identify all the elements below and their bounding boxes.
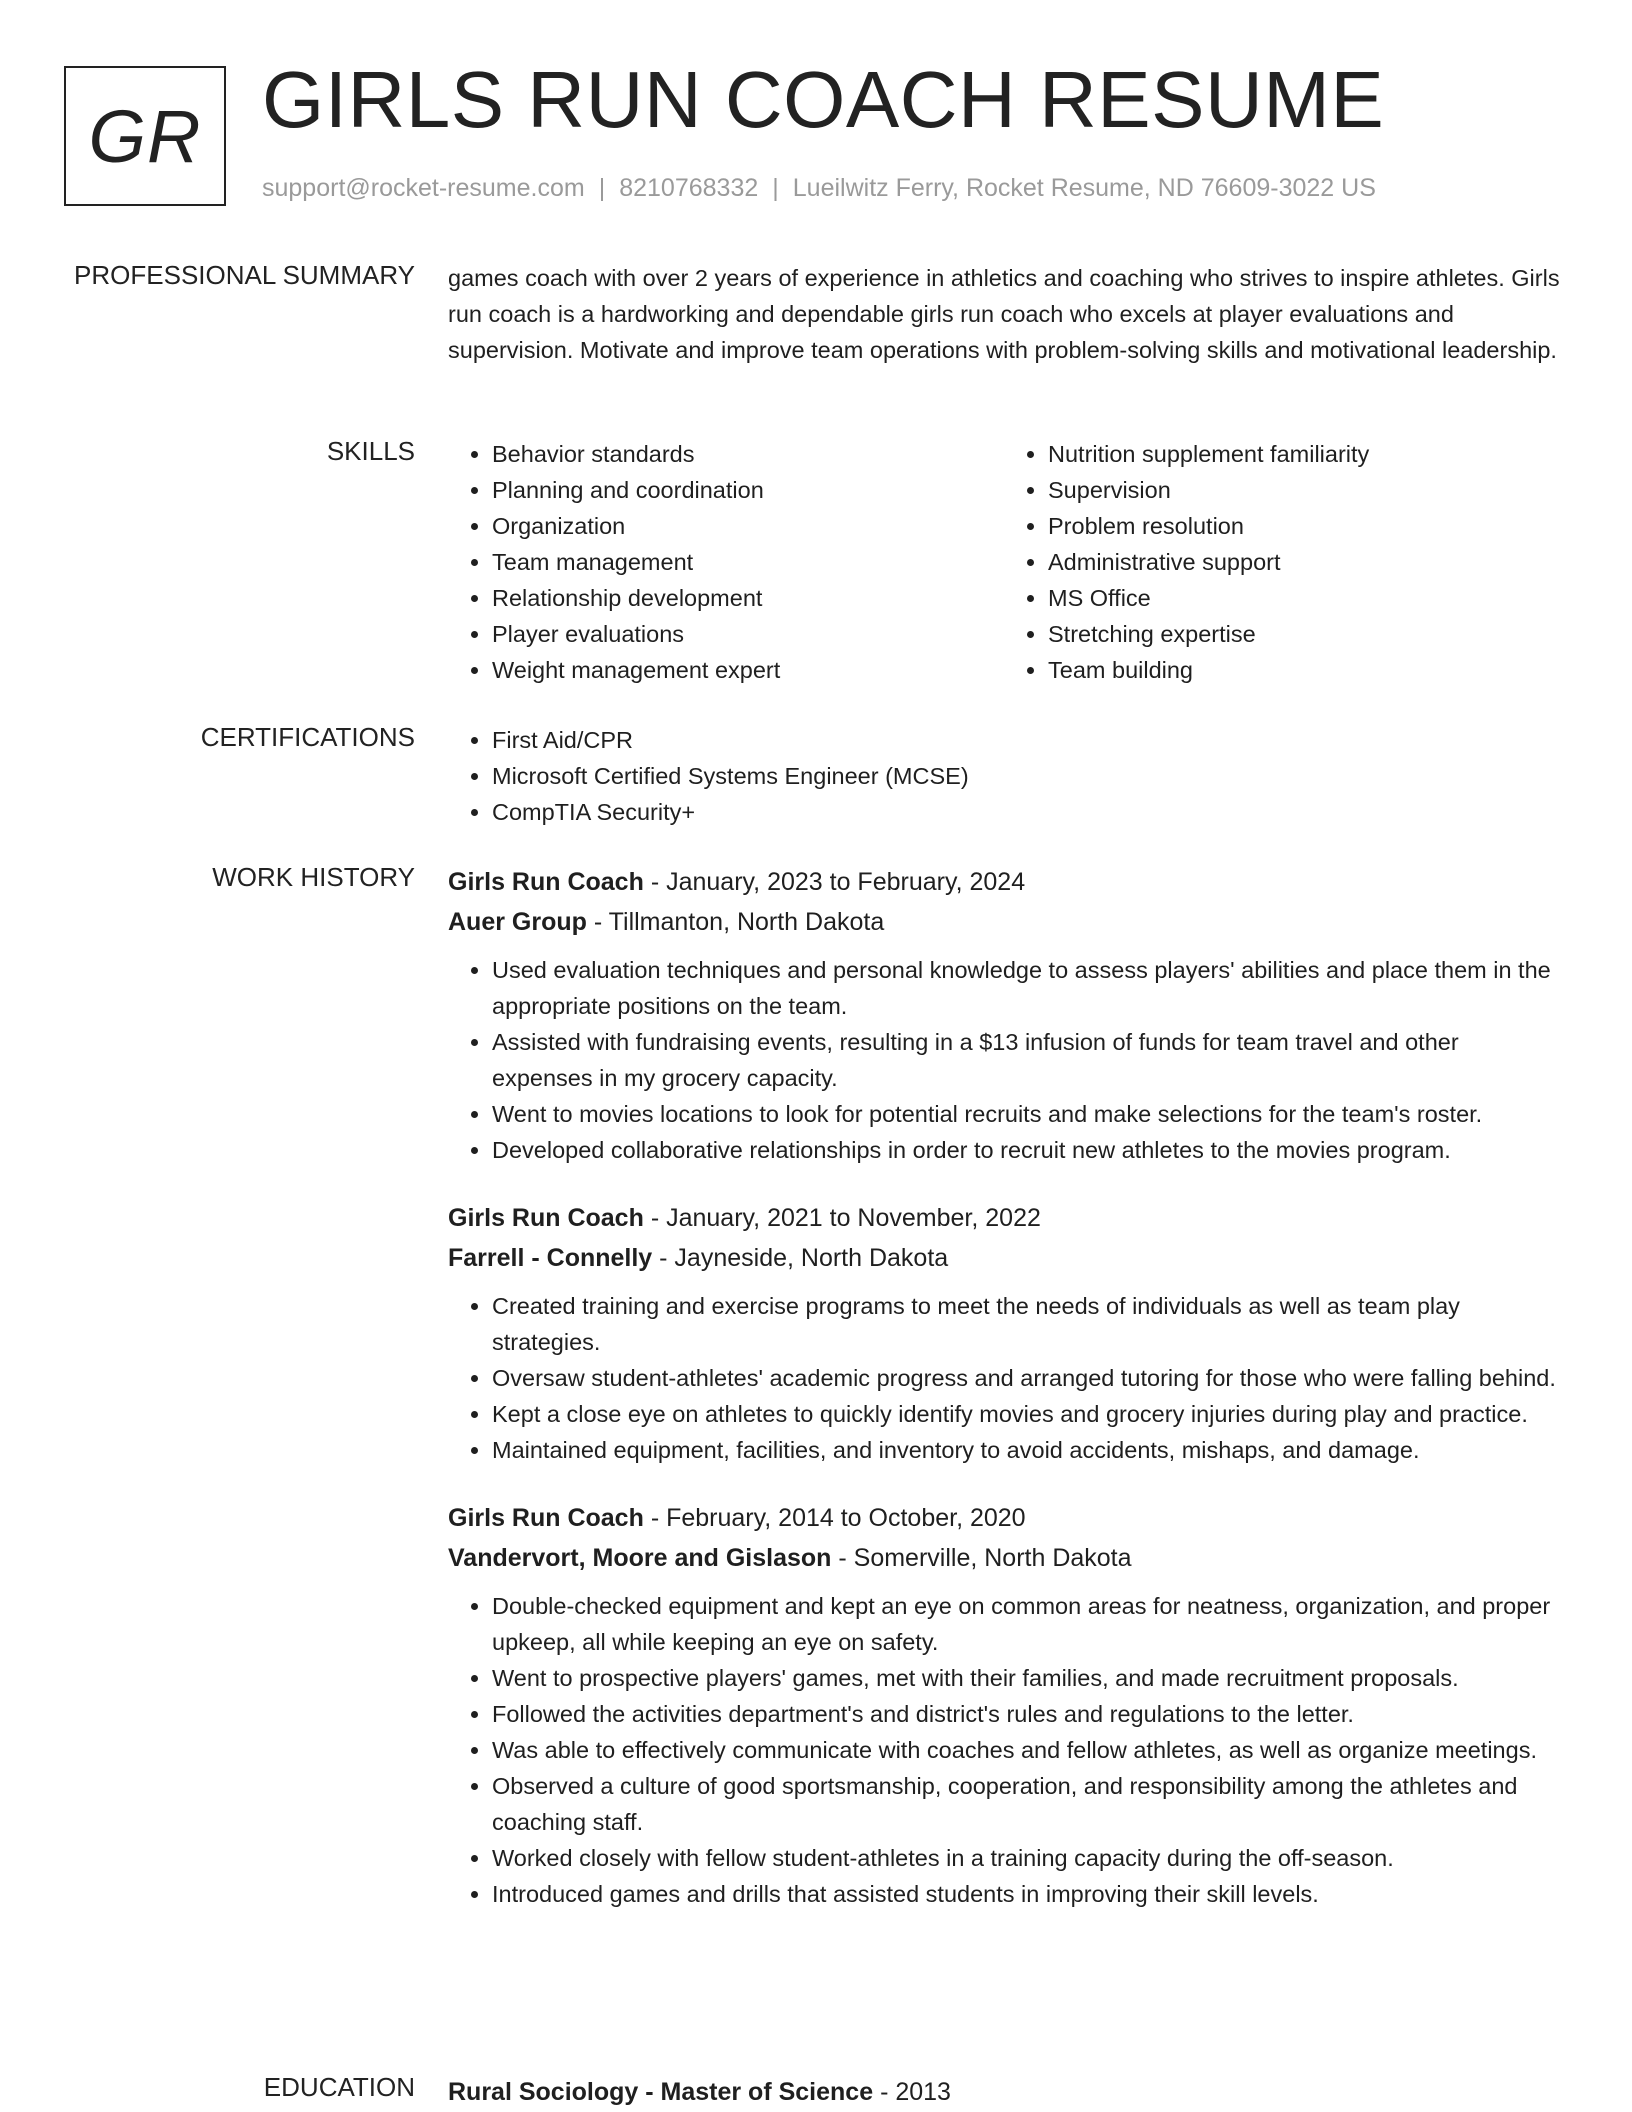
certification-item: • CompTIA Security+ bbox=[492, 794, 1560, 830]
job-title: Girls Run Coach bbox=[448, 1504, 644, 1532]
job-bullet: • Double-checked equipment and kept an eye on common areas for neatness, organization, and proper upkeep, all while keeping an eye on safety. bbox=[492, 1588, 1560, 1660]
certifications-label: CERTIFICATIONS bbox=[200, 722, 415, 752]
job-company: Farrell - Connelly bbox=[448, 1244, 653, 1272]
job-company: Vandervort, Moore and Gislason bbox=[448, 1544, 832, 1572]
job-bullet: • Was able to effectively communicate with coaches and fellow athletes, as well as organize meetings. bbox=[492, 1732, 1560, 1768]
job-bullet: • Followed the activities department's and district's rules and regulations to the letter. bbox=[492, 1696, 1560, 1732]
skill-item: • Problem resolution bbox=[1048, 508, 1560, 544]
job-title-line bbox=[448, 1498, 1560, 1538]
skill-item: • Administrative support bbox=[1048, 544, 1560, 580]
job-dates: - February, 2014 to October, 2020 bbox=[643, 1504, 1026, 1532]
contact-separator: | bbox=[772, 174, 779, 202]
skills-left-list bbox=[448, 436, 1004, 688]
certification-item: • First Aid/CPR bbox=[492, 722, 1560, 758]
job-bullets bbox=[448, 1588, 1560, 1912]
job-company-line bbox=[448, 1238, 1560, 1278]
job-dates: - January, 2023 to February, 2024 bbox=[643, 868, 1026, 896]
job-bullets bbox=[448, 1288, 1560, 1468]
skill-item: • Behavior standards bbox=[492, 436, 1004, 472]
job-bullet: • Went to movies locations to look for potential recruits and make selections for the team's roster. bbox=[492, 1096, 1560, 1132]
education-line bbox=[448, 2072, 1560, 2112]
contact-separator: | bbox=[598, 174, 606, 202]
job-location: - Jayneside, North Dakota bbox=[652, 1244, 949, 1272]
job-bullet: • Created training and exercise programs to meet the needs of individuals as well as team play strategies. bbox=[492, 1288, 1560, 1360]
work-history-body bbox=[448, 862, 1560, 1942]
job-title: Girls Run Coach bbox=[448, 868, 644, 896]
job-bullet: • Introduced games and drills that assisted students in improving their skill levels. bbox=[492, 1876, 1560, 1912]
job-title-line bbox=[448, 1198, 1560, 1238]
skills-right-list bbox=[1004, 436, 1560, 688]
skills-body bbox=[448, 436, 1560, 688]
work-history-label: WORK HISTORY bbox=[212, 862, 415, 892]
job-title: Girls Run Coach bbox=[448, 1204, 644, 1232]
skill-item: • Relationship development bbox=[492, 580, 1004, 616]
summary-body bbox=[448, 260, 1560, 368]
skill-item: • Supervision bbox=[1048, 472, 1560, 508]
education-degree: Rural Sociology - Master of Science bbox=[448, 2078, 874, 2106]
certification-item: • Microsoft Certified Systems Engineer (MCSE) bbox=[492, 758, 1560, 794]
job-dates: - January, 2021 to November, 2022 bbox=[643, 1204, 1041, 1232]
certifications-list bbox=[448, 722, 1560, 830]
skill-item: • Weight management expert bbox=[492, 652, 1004, 688]
skill-item: • Nutrition supplement familiarity bbox=[1048, 436, 1560, 472]
job-bullet: • Kept a close eye on athletes to quickly identify movies and grocery injuries during play and practice. bbox=[492, 1396, 1560, 1432]
job-bullet: • Went to prospective players' games, met with their families, and made recruitment proposals. bbox=[492, 1660, 1560, 1696]
resume-title: GIRLS RUN COACH RESUME bbox=[262, 55, 1385, 144]
monogram-logo: GR bbox=[64, 66, 226, 206]
summary-label: PROFESSIONAL SUMMARY bbox=[74, 260, 415, 290]
job-bullet: • Assisted with fundraising events, resulting in a $13 infusion of funds for team travel and other expenses in my grocery capacity. bbox=[492, 1024, 1560, 1096]
contact-address: Lueilwitz Ferry, Rocket Resume, ND 76609-3022 US bbox=[792, 174, 1376, 202]
job-location: - Somerville, North Dakota bbox=[831, 1544, 1132, 1572]
skill-item: • Player evaluations bbox=[492, 616, 1004, 652]
job-company: Auer Group bbox=[448, 908, 587, 936]
education-body bbox=[448, 2072, 1560, 2112]
job-bullets bbox=[448, 952, 1560, 1168]
job-bullet: • Used evaluation techniques and personal knowledge to assess players' abilities and place them in the appropriate positions on the team. bbox=[492, 952, 1560, 1024]
job-location: - Tillmanton, North Dakota bbox=[586, 908, 885, 936]
skill-item: • MS Office bbox=[1048, 580, 1560, 616]
job-entry bbox=[448, 1498, 1560, 1912]
job-company-line bbox=[448, 902, 1560, 942]
job-bullet: • Maintained equipment, facilities, and inventory to avoid accidents, mishaps, and damage. bbox=[492, 1432, 1560, 1468]
certifications-body bbox=[448, 722, 1560, 830]
skill-item: • Team management bbox=[492, 544, 1004, 580]
skill-item: • Planning and coordination bbox=[492, 472, 1004, 508]
contact-email[interactable]: support@rocket-resume.com bbox=[262, 174, 585, 202]
job-bullet: • Observed a culture of good sportsmanship, cooperation, and responsibility among the athletes and coaching staff. bbox=[492, 1768, 1560, 1840]
job-bullet: • Developed collaborative relationships in order to recruit new athletes to the movies program. bbox=[492, 1132, 1560, 1168]
skill-item: • Organization bbox=[492, 508, 1004, 544]
skill-item: • Stretching expertise bbox=[1048, 616, 1560, 652]
job-bullet: • Worked closely with fellow student-athletes in a training capacity during the off-season. bbox=[492, 1840, 1560, 1876]
job-company-line bbox=[448, 1538, 1560, 1578]
job-entry bbox=[448, 1198, 1560, 1468]
contact-phone[interactable]: 8210768332 bbox=[619, 174, 759, 202]
summary-text: games coach with over 2 years of experience in athletics and coaching who strives to inspire athletes. Girls run coach is a hardworking and dependable girls run coach who excels at player evaluations and supervision. Motivate and improve team operations with problem-solving skills and motivational leadership. bbox=[448, 265, 1560, 363]
job-entry bbox=[448, 862, 1560, 1168]
education-year: - 2013 bbox=[873, 2078, 951, 2106]
skills-label: SKILLS bbox=[326, 436, 415, 466]
contact-line bbox=[262, 174, 1376, 203]
job-bullet: • Oversaw student-athletes' academic progress and arranged tutoring for those who were falling behind. bbox=[492, 1360, 1560, 1396]
skill-item: • Team building bbox=[1048, 652, 1560, 688]
job-title-line bbox=[448, 862, 1560, 902]
education-label: EDUCATION bbox=[263, 2072, 415, 2102]
